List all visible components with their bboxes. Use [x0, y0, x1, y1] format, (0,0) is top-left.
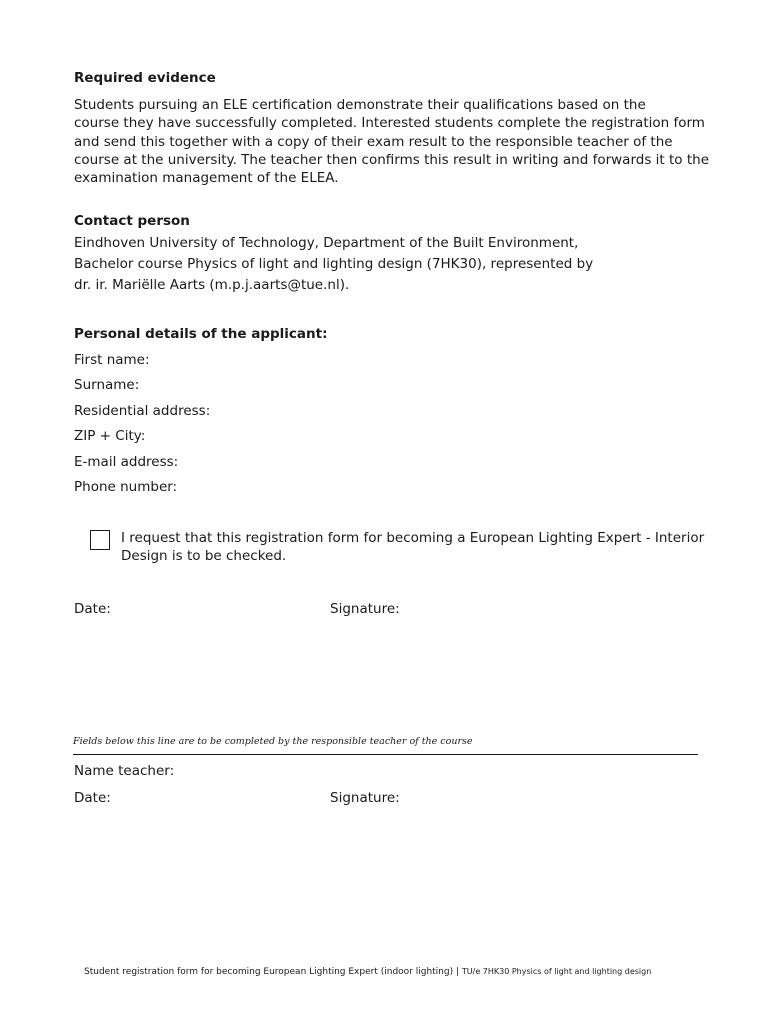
page-footer [84, 967, 651, 977]
email-field[interactable]: E-mail address: [74, 454, 179, 470]
request-checkbox[interactable] [90, 530, 110, 550]
required-evidence-heading: Required evidence [74, 70, 216, 86]
request-label-line: I request that this registration form for becoming a European Lighting Expert - Interior [121, 530, 705, 546]
paragraph-line: course they have successfully completed. Interested students complete the registration form [74, 115, 705, 132]
paragraph-line: and send this together with a copy of their exam result to the responsible teacher of the [74, 133, 673, 150]
zip-city-field[interactable]: ZIP + City: [74, 428, 146, 444]
request-label [121, 529, 704, 566]
applicant-date-field[interactable]: Date: [74, 601, 111, 617]
teacher-section-note: Fields below this line are to be completed by the responsible teacher of the course [73, 736, 473, 747]
paragraph-line: examination management of the ELEA. [74, 170, 339, 187]
footer-title: Student registration form for becoming European Lighting Expert (indoor lighting) [84, 967, 454, 977]
first-name-field[interactable]: First name: [74, 352, 150, 368]
paragraph-line: Students pursuing an ELE certification demonstrate their qualifications based on the [74, 97, 646, 113]
contact-line: Eindhoven University of Technology, Department of the Built Environment, [74, 235, 579, 251]
residential-address-field[interactable]: Residential address: [74, 403, 211, 419]
applicant-signature-field[interactable]: Signature: [330, 601, 400, 617]
teacher-name-field[interactable]: Name teacher: [74, 763, 175, 779]
request-label-line: Design is to be checked. [121, 548, 287, 565]
contact-line: dr. ir. Mariëlle Aarts (m.p.j.aarts@tue.nl). [74, 277, 350, 293]
required-evidence-paragraph [74, 96, 734, 187]
contact-line: Bachelor course Physics of light and lighting design (7HK30), represented by [74, 256, 594, 272]
surname-field[interactable]: Surname: [74, 377, 140, 393]
footer-course: TU/e 7HK30 Physics of light and lighting design [461, 967, 652, 976]
phone-field[interactable]: Phone number: [74, 479, 178, 495]
teacher-signature-field[interactable]: Signature: [330, 790, 400, 806]
footer-separator: | [453, 967, 462, 977]
divider-line [73, 754, 698, 755]
personal-details-heading: Personal details of the applicant: [74, 326, 328, 342]
contact-heading: Contact person [74, 213, 190, 229]
contact-paragraph [74, 233, 593, 296]
teacher-date-field[interactable]: Date: [74, 790, 111, 806]
paragraph-line: course at the university. The teacher then confirms this result in writing and forwards it to the [74, 151, 710, 168]
